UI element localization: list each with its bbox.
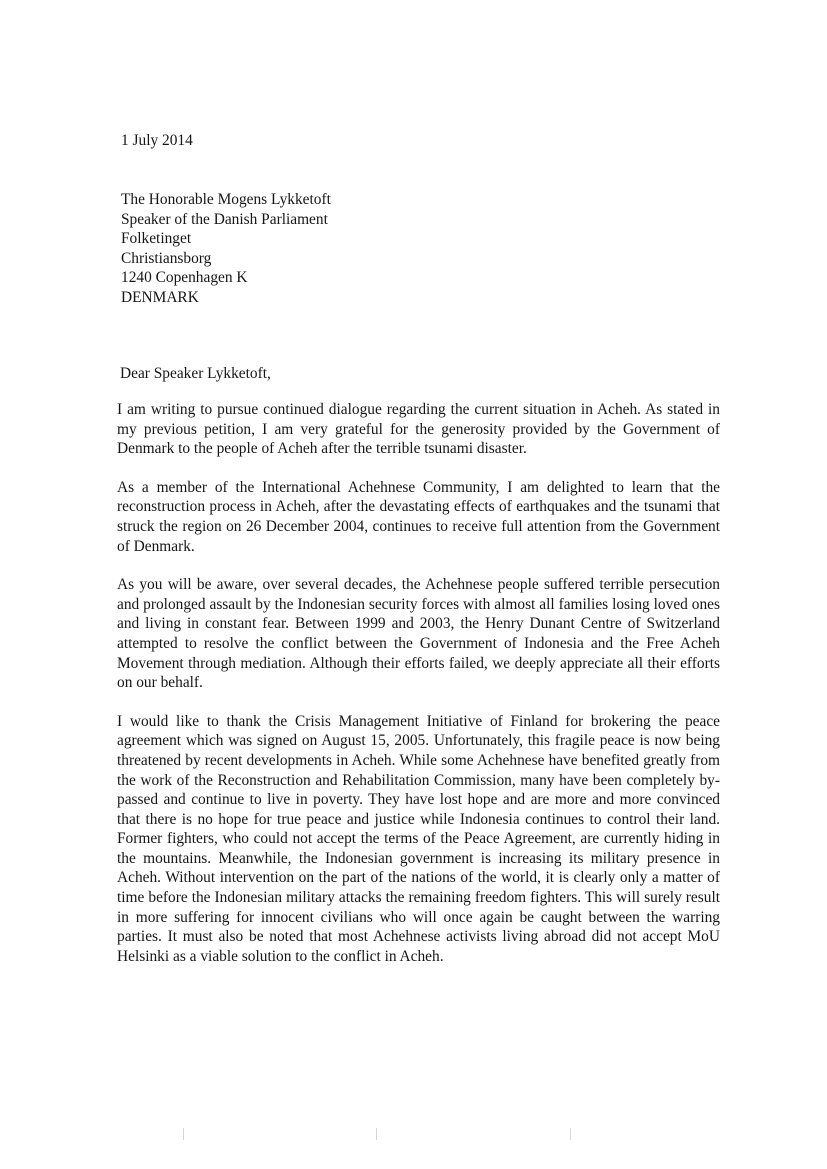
recipient-building: Christiansborg	[121, 249, 212, 267]
salutation: Dear Speaker Lykketoft,	[120, 365, 271, 382]
paragraph: As you will be aware, over several decades, the Achehnese people suffered terrible persecution and prolonged assault by the Indonesian security forces with almost all families losing loved ones and living in constant fear. Between 1999 and 2003, the Henry Dunant Centre of Switzerland attempted to resolve the conflict between the Government of Indonesia and the Free Acheh Movement through mediation. Although their efforts failed, we deeply appreciate all their efforts on our behalf.	[117, 576, 720, 692]
recipient-name: The Honorable Mogens Lykketoft	[121, 191, 331, 208]
letter-date: 1 July 2014	[121, 132, 193, 149]
recipient-title: Speaker of the Danish Parliament	[121, 210, 328, 228]
recipient-organization: Folketinget	[121, 230, 192, 248]
paragraph: As a member of the International Achehnese Community, I am delighted to learn that the reconstruction process in Acheh, after the devastating effects of earthquakes and the tsunami that struck the region on 26 December 2004, continues to receive full attention from the Government of Denmark.	[117, 478, 720, 555]
paragraph: I would like to thank the Crisis Management Initiative of Finland for brokering the peace agreement which was signed on August 15, 2005. Unfortunately, this fragile peace is now being threatened by recent developments in Acheh. While some Achehnese have benefited greatly from the work of the Reconstruction and Rehabilitation Commission, many have been completely by-passed and continue to live in poverty. They have lost hope and are more and more convinced that there is no hope for true peace and justice while Indonesia continues to control their land. Former fighters, who could not accept the terms of the Peace Agreement, are currently hiding in the mountains. Meanwhile, the Indonesian government is increasing its military presence in Acheh. Without intervention on the part of the nations of the world, it is clearly only a matter of time before the Indonesian military attacks the remaining freedom fighters. This will surely result in more suffering for innocent civilians who will once again be caught between the warring parties. It must also be noted that most Achehnese activists living abroad did not accept MoU Helsinki as a viable solution to the conflict in Acheh.	[117, 712, 720, 965]
scan-mark	[376, 1128, 377, 1140]
paragraph: I am writing to pursue continued dialogue regarding the current situation in Acheh. As stated in my previous petition, I am very grateful for the generosity provided by the Government of Denmark to the people of Acheh after the terrible tsunami disaster.	[117, 401, 720, 458]
recipient-city: 1240 Copenhagen K	[121, 269, 248, 287]
letter-paragraphs	[117, 400, 720, 985]
recipient-address	[121, 190, 331, 308]
scan-mark	[570, 1128, 571, 1140]
recipient-country: DENMARK	[121, 288, 199, 306]
scan-mark	[183, 1128, 184, 1140]
